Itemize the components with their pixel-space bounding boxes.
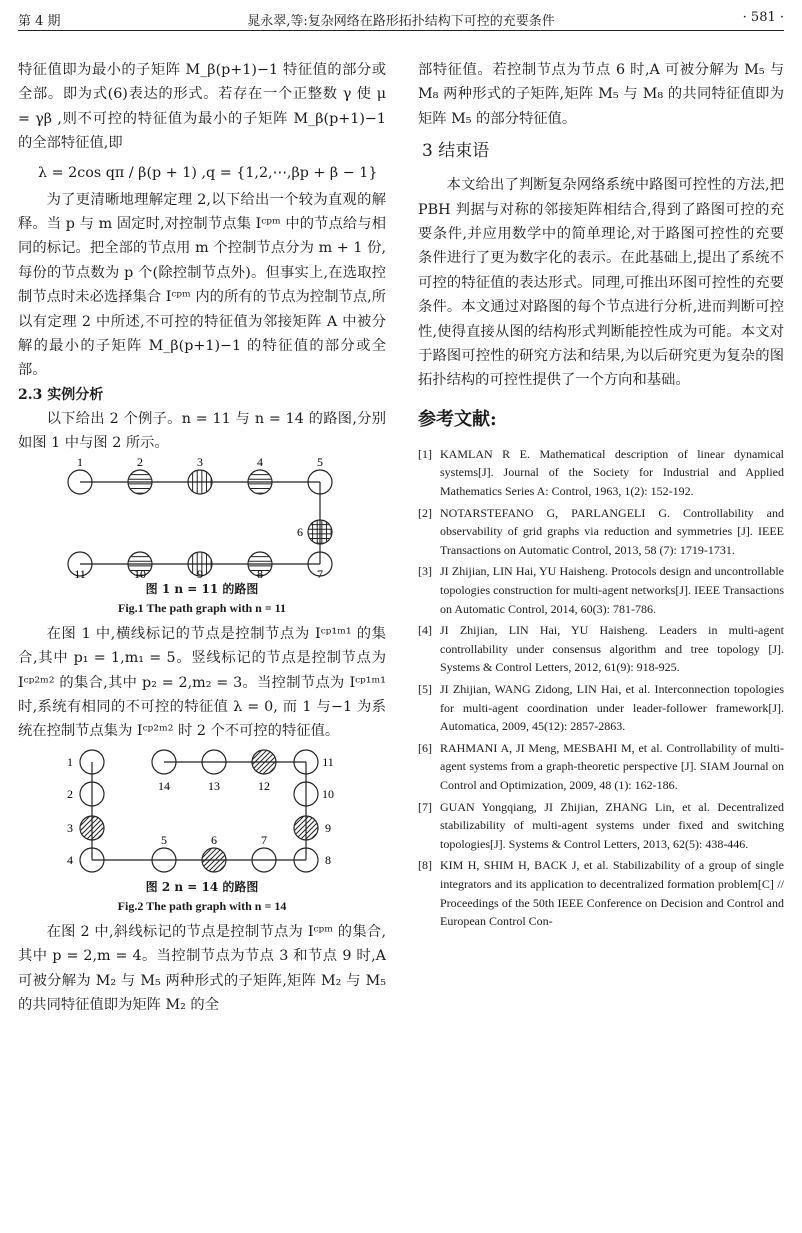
node-label: 1 [67, 754, 73, 769]
node-label: 1 [77, 455, 83, 469]
issue-number: 第 4 期 [18, 14, 61, 29]
subsection-heading: 2.3 实例分析 [18, 386, 104, 403]
node-label: 12 [258, 778, 270, 793]
page-number: · 581 · [742, 10, 784, 25]
node-label: 13 [208, 778, 220, 793]
paragraph: 以下给出 2 个例子。n = 11 与 n = 14 的路图,分别如图 1 中与图 2 所示。 [18, 410, 386, 452]
figure-2-path-graph [52, 744, 352, 878]
running-title: 晁永翠,等:复杂网络在路形拓扑结构下可控的充要条件 [247, 14, 555, 29]
node-label: 6 [211, 832, 217, 847]
figure-1-path-graph [62, 456, 342, 580]
node-label: 2 [67, 786, 73, 801]
paragraph: 本文给出了判断复杂网络系统中路图可控性的方法,把 PBH 判据与对称的邻接矩阵相结合,得到了路图可控的充要条件,并应用数学中的简单理论,对于路图可控性的充要条件进行了更为数字化的表示。在此基础上,提出了系统不可控的特征值的表达形式。同理,可推出环图可控性的充要条件。本文通过对路图的每个节点进行分析,进而判断可控性,使得直接从图的结构形式判断能控性成为可能。本文对于路图可控性的研究方法和结果,为以后研究更为复杂的图拓扑结构的可控性提供了一个方向和基础。 [418, 177, 784, 389]
running-header [18, 8, 784, 31]
node-label: 7 [261, 832, 267, 847]
node-label: 8 [325, 852, 331, 867]
figure-2-caption-en: Fig.2 The path graph with n = 14 [117, 898, 287, 913]
node-label: 5 [161, 832, 167, 847]
node-label: 10 [322, 786, 334, 801]
node-label: 5 [317, 455, 323, 469]
node-label: 9 [325, 820, 331, 835]
reference-item: [2] NOTARSTEFANO G, PARLANGELI G. Controllability and observability of grid graphs via reduction and symmetries [J]. IEEE Transactions on Automatic Control, 2013, 58 (7): 1719-1731. [418, 505, 784, 557]
paragraph: 部特征值。若控制节点为节点 6 时,A 可被分解为 M₅ 与 M₈ 两种形式的子矩阵,矩阵 M₅ 与 M₈ 的共同特征值即为矩阵 M₅ 的部分特征值。 [418, 62, 784, 127]
reference-item: [6] RAHMANI A, JI Meng, MESBAHI M, et al. Controllability of multi-agent systems from a graph-theoretic perspective [J]. SIAM Journal on Control and Optimization, 2009, 48 (1): 162-186. [418, 740, 784, 792]
reference-item: [1] KAMLAN R E. Mathematical description of linear dynamical systems[J]. Journal of the Society for Industrial and Applied Mathematics Series A: Control, 1963, 1(2): 152-192. [418, 446, 784, 499]
paragraph: 为了更清晰地理解定理 2,以下给出一个较为直观的解释。当 p 与 m 固定时,对控制节点集 Iᶜᵖᵐ 中的节点给与相同的标记。把全部的节点用 m 个控制节点分为 m + 1 份,每份的节点数为 p 个(除控制节点外)。但事实上,在选取控制节点时未必选择集合 Iᶜᵖᵐ 内的所有的节点为控制节点,所以有定理 2 中所述,不可控的特征值为邻接矩阵 A 中被分解的最小的子矩阵 M_β(p+1)−1 的特征值的部分或全部。 [18, 191, 386, 379]
node-label: 3 [67, 820, 73, 835]
node-label: 10 [134, 566, 146, 580]
reference-item: [5] JI Zhijian, WANG Zidong, LIN Hai, et al. Interconnection topologies for multi-agent coordination under leader-follower framework[J]. Automatica, 2009, 45(12): 2857-2863. [418, 682, 784, 734]
node-label: 14 [158, 778, 170, 793]
reference-item: [4] JI Zhijian, LIN Hai, YU Haisheng. Leaders in multi-agent controllability under consensus algorithm and tree topology [J]. Systems & Control Letters, 2012, 61(9): 918-925. [418, 623, 784, 675]
paragraph: 特征值即为最小的子矩阵 M_β(p+1)−1 特征值的部分或全部。即为式(6)表达的形式。若存在一个正整数 γ 使 μ = γβ ,则不可控的特征值为最小的子矩阵 M_β(p+1)−1 的全部特征值,即 [18, 62, 386, 152]
node-label: 2 [137, 455, 143, 469]
node-label: 11 [74, 566, 86, 580]
node-label: 6 [297, 524, 303, 539]
node-label: 7 [317, 566, 323, 580]
node-label: 3 [197, 455, 203, 469]
figure-1-caption-cn: 图 1 n = 11 的路图 [145, 581, 259, 596]
node-label: 8 [257, 566, 263, 580]
left-column [18, 58, 386, 1017]
reference-list [418, 445, 784, 931]
equation: λ = 2cos qπ / β(p + 1) ,q = {1,2,⋯,βp + β − 1} [38, 164, 378, 181]
reference-item: [7] GUAN Yongqiang, JI Zhijian, ZHANG Lin, et al. Decentralized stabilizability of multi-agent systems under fixed and switching topologies[J]. Systems & Control Letters, 2013, 62(5): 438-446. [418, 799, 784, 851]
node-label: 11 [322, 754, 334, 769]
reference-item: [3] JI Zhijian, LIN Hai, YU Haisheng. Protocols design and uncontrollable topologies construction for multi-agent networks[J]. IEEE Transactions on Automatic Control, 2014, 60(3): 781-786. [418, 564, 784, 616]
figure-1-caption-en: Fig.1 The path graph with n = 11 [118, 600, 286, 615]
paragraph: 在图 1 中,横线标记的节点是控制节点为 Iᶜᵖ¹ᵐ¹ 的集合,其中 p₁ = 1,m₁ = 5。竖线标记的节点是控制节点为 Iᶜᵖ²ᵐ² 的集合,其中 p₂ = 2,m₂ = 3。当控制节点为 Iᶜᵖ¹ᵐ¹ 时,系统有相同的不可控的特征值 λ = 0, 而 1 与−1 为系统在控制节点集为 Iᶜᵖ²ᵐ² 时 2 个不可控的特征值。 [18, 625, 386, 740]
right-column [418, 58, 784, 934]
paragraph: 在图 2 中,斜线标记的节点是控制节点为 Iᶜᵖᵐ 的集合,其中 p = 2,m = 4。当控制节点为节点 3 和节点 9 时,A 可被分解为 M₂ 与 M₅ 两种形式的子矩阵,矩阵 M₂ 与 M₅ 的共同特征值即为矩阵 M₂ 的全 [18, 923, 386, 1013]
node-label: 9 [197, 566, 203, 580]
reference-item: [8] KIM H, SHIM H, BACK J, et al. Stabilizability of a group of single integrators and its application to decentralized formation problem[C] // Proceedings of the 50th IEEE Conference on Decision and Control and European Control Con- [418, 858, 784, 929]
section-heading: 3 结束语 [422, 141, 490, 162]
figure-2-caption-cn: 图 2 n = 14 的路图 [145, 879, 259, 894]
node-label: 4 [67, 852, 73, 867]
references-heading: 参考文献: [418, 408, 497, 430]
node-label: 4 [257, 455, 263, 469]
